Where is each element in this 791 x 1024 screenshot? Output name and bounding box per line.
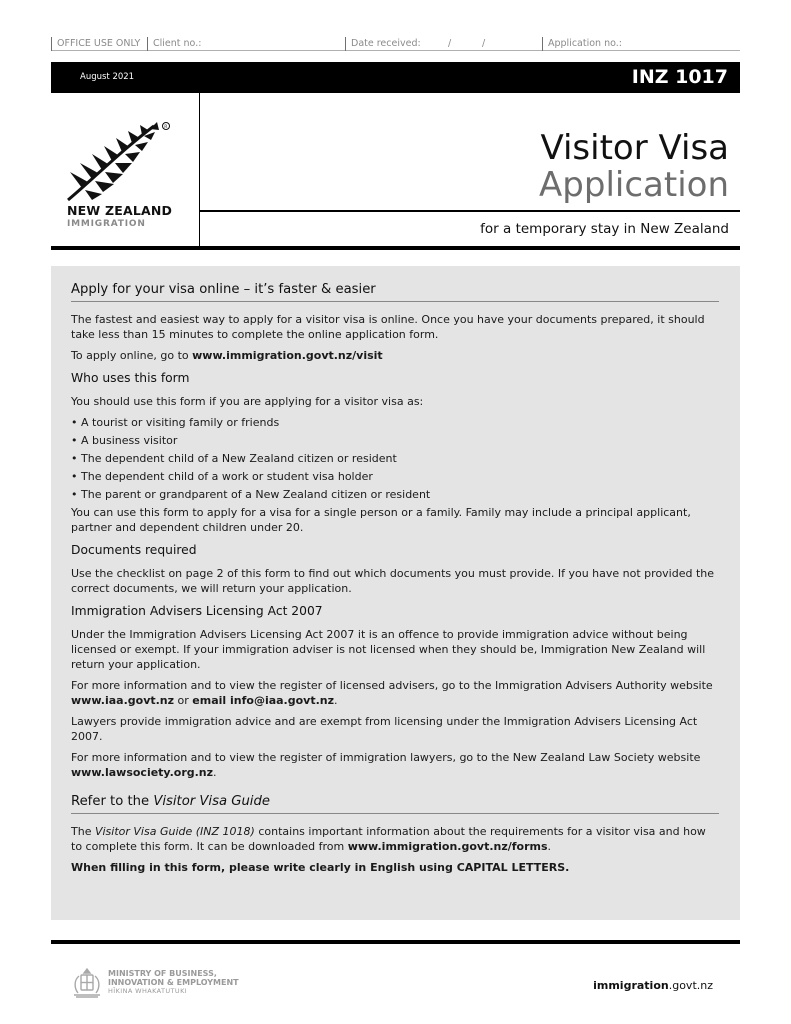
logo-immigration: IMMIGRATION	[67, 219, 146, 229]
apply-online-heading: Apply for your visa online – it’s faster & easier	[71, 282, 719, 302]
footer-website[interactable]: immigration.govt.nz	[593, 979, 713, 992]
date-slash-1: /	[448, 38, 452, 49]
who-uses-heading: Who uses this form	[71, 371, 190, 385]
iaa-email-link[interactable]: email info@iaa.govt.nz	[192, 694, 335, 707]
apply-online-text: The fastest and easiest way to apply for a visitor visa is online. Once you have your documents prepared, it should take less than 15 minutes to complete the online application form.	[71, 313, 705, 341]
documents-heading: Documents required	[71, 543, 197, 557]
logo-new-zealand: NEW ZEALAND	[67, 203, 173, 218]
visitor-type-list	[71, 415, 719, 502]
who-uses-outro: You can use this form to apply for a visa for a single person or a family. Family may include a principal applicant, partner and dependent children under 20.	[71, 506, 691, 534]
title-rule	[199, 210, 740, 212]
guide-heading: Refer to the Visitor Visa Guide	[71, 794, 719, 814]
ministry-logo-text: MINISTRY OF BUSINESS, INNOVATION & EMPLOYMENT HĪKINA WHAKATUTUKI	[108, 969, 239, 995]
iala-text-2: For more information and to view the register of licensed advisers, go to the Immigration Advisers Authority website www.iaa.govt.nz or email info@iaa.govt.nz.	[71, 679, 713, 707]
logo-divider	[199, 93, 200, 247]
iaa-link[interactable]: www.iaa.govt.nz	[71, 694, 175, 707]
iala-text-3: Lawyers provide immigration advice and are exempt from licensing under the Immigration Advisers Licensing Act 2007.	[71, 715, 698, 743]
coat-of-arms-icon	[70, 966, 104, 1000]
svg-text:R: R	[164, 125, 168, 130]
list-item: • The dependent child of a work or student visa holder	[71, 469, 719, 484]
iala-text-1: Under the Immigration Advisers Licensing Act 2007 it is an offence to provide immigration advice without being licensed or exempt. If your immigration adviser is not licensed when they should be, Immigration New Zealand will return your application.	[71, 628, 706, 671]
list-item: • The dependent child of a New Zealand citizen or resident	[71, 451, 719, 466]
silver-fern-logo-icon	[62, 120, 172, 202]
documents-text: Use the checklist on page 2 of this form to find out which documents you must provide. If you have not provided the correct documents, we will return your application.	[71, 567, 715, 595]
list-item: • A business visitor	[71, 433, 719, 448]
information-panel	[51, 266, 740, 920]
capital-letters-note: When filling in this form, please write clearly in English using CAPITAL LETTERS.	[71, 861, 570, 874]
footer-rule	[51, 940, 740, 944]
office-use-strip	[51, 36, 740, 52]
page-title: Visitor Visa	[540, 128, 729, 168]
form-date: August 2021	[80, 72, 135, 82]
date-received-field: Date received:	[345, 37, 421, 51]
list-item: • A tourist or visiting family or friends	[71, 415, 719, 430]
who-uses-intro: You should use this form if you are applying for a visitor visa as:	[71, 395, 424, 408]
iala-text-4: For more information and to view the register of immigration lawyers, go to the New Zealand Law Society website www.lawsociety.org.nz.	[71, 751, 701, 779]
page-tagline: for a temporary stay in New Zealand	[480, 221, 729, 237]
guide-text: The Visitor Visa Guide (INZ 1018) contains important information about the requirements for a visitor visa and how to complete this form. It can be downloaded from www.immigration.govt.nz/forms.	[71, 825, 706, 853]
application-no-field: Application no.:	[542, 37, 622, 51]
office-use-label: OFFICE USE ONLY	[51, 37, 140, 51]
header-bottom-rule	[51, 246, 740, 250]
client-no-field: Client no.:	[147, 37, 201, 51]
header-bar	[51, 62, 740, 93]
forms-link[interactable]: www.immigration.govt.nz/forms	[347, 840, 548, 853]
visit-link[interactable]: www.immigration.govt.nz/visit	[192, 349, 383, 362]
date-slash-2: /	[482, 38, 486, 49]
iala-heading: Immigration Advisers Licensing Act 2007	[71, 604, 323, 618]
page-subtitle: Application	[539, 165, 729, 205]
form-number: INZ 1017	[631, 66, 728, 88]
apply-online-link-line: To apply online, go to www.immigration.govt.nz/visit	[71, 349, 383, 362]
list-item: • The parent or grandparent of a New Zealand citizen or resident	[71, 487, 719, 502]
law-society-link[interactable]: www.lawsociety.org.nz	[71, 766, 214, 779]
